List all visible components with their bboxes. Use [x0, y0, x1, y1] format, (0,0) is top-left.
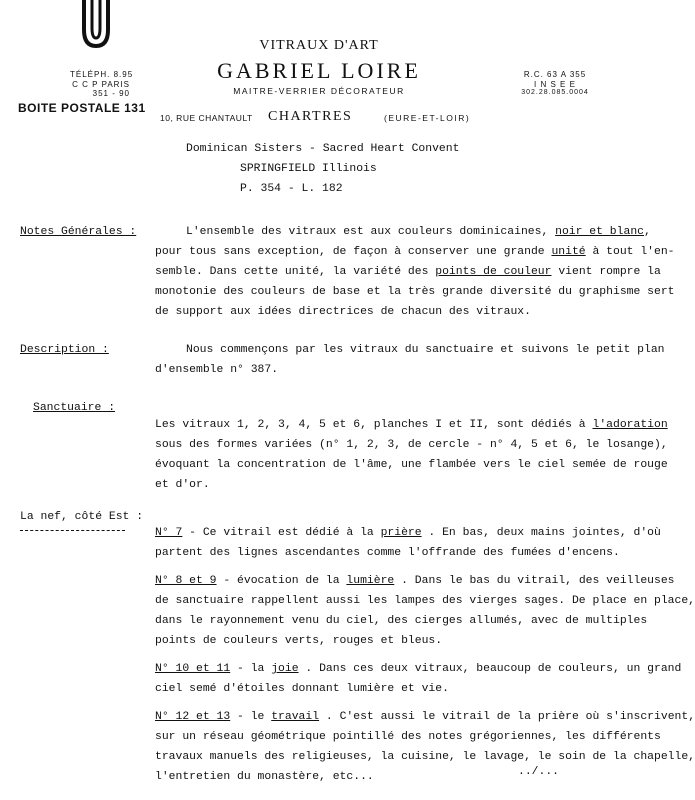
city: CHARTRES [268, 109, 353, 124]
phone: TÉLÉPH. 8.95 [70, 70, 134, 79]
text-segment: - évocation de la [216, 575, 347, 587]
text-segment: , [644, 226, 651, 238]
nef-label: La nef, côté Est : [20, 511, 144, 523]
insee-label: I N S E E [534, 80, 576, 89]
notes-label: Notes Générales : [20, 226, 137, 238]
continuation-mark: ../... [518, 766, 560, 778]
letterhead-line1: VITRAUX D'ART [259, 38, 379, 53]
notes-line [155, 286, 675, 298]
sanctuaire-line [155, 439, 668, 451]
notes-line [186, 226, 651, 238]
text-segment: pour tous sans exception, de façon à conserver une grande [155, 246, 552, 258]
letterhead-name: GABRIEL LOIRE [217, 58, 421, 83]
nef-line [155, 547, 620, 559]
nef-line [155, 731, 661, 743]
emphasis-text: lumière [346, 575, 395, 587]
text-segment: de support aux idées directrices de chacun des vitraux. [155, 306, 531, 318]
text-segment: . C'est aussi le vitrail de la prière où s'inscrivent, [319, 711, 695, 723]
emphasis-text: travail [271, 711, 320, 723]
text-segment: l'entretien du monastère, etc... [155, 771, 374, 783]
nef-line [155, 575, 675, 587]
nef-line [155, 683, 449, 695]
paragraph-number: N° 7 [155, 527, 183, 539]
text-segment: évoquant la concentration de l'âme, une flambée vers le ciel semée de rouge [155, 459, 668, 471]
text-segment: travaux manuels des religieuses, la cuisine, le lavage, le soin de la chapelle, [155, 751, 695, 763]
emphasis-text: l'adoration [592, 419, 668, 431]
text-segment: - la [230, 663, 272, 675]
ccp-number: 351 - 90 [92, 89, 130, 98]
nef-line [155, 771, 374, 783]
text-segment: - Ce vitrail est dédié à la [182, 527, 381, 539]
text-segment: ciel semé d'étoiles donnant lumière et vie. [155, 683, 449, 695]
emphasis-text: unité [551, 246, 586, 258]
notes-line [155, 306, 531, 318]
emphasis-text: points de couleur [435, 266, 552, 278]
text-segment: sous des formes variées (n° 1, 2, 3, de cercle - n° 4, 5 et 6, le losange), [155, 439, 668, 451]
text-segment: . Dans ces deux vitraux, beaucoup de couleurs, un grand [298, 663, 682, 675]
notes-line [155, 266, 661, 278]
text-segment: vient rompre la [551, 266, 661, 278]
text-segment: Les vitraux 1, 2, 3, 4, 5 et 6, planches I et II, sont dédiés à [155, 419, 593, 431]
nef-line [155, 527, 661, 539]
text-segment: partent des lignes ascendantes comme l'offrande des fumées d'encens. [155, 547, 620, 559]
ccp: C C P PARIS [72, 80, 130, 89]
sanctuaire-line [155, 419, 668, 431]
emphasis-text: joie [271, 663, 299, 675]
nef-line [155, 635, 442, 647]
text-segment: . Dans le bas du vitrail, des veilleuses [394, 575, 675, 587]
recipient-line3: P. 354 - L. 182 [240, 183, 343, 195]
street: 10, RUE CHANTAULT [160, 113, 253, 123]
department: (EURE-ET-LOIR) [384, 113, 471, 123]
sanctuaire-label: Sanctuaire : [33, 402, 116, 414]
emphasis-text: noir et blanc [555, 226, 644, 238]
nef-line [155, 711, 695, 723]
paragraph-number: N° 10 et 11 [155, 663, 231, 675]
sanctuaire-line [155, 479, 210, 491]
nef-label-rule [20, 530, 125, 531]
text-segment: points de couleurs verts, rouges et bleus. [155, 635, 443, 647]
rc-number: R.C. 63 A 355 [523, 70, 587, 79]
insee-number: 302.28.085.0004 [521, 89, 589, 96]
recipient-line1: Dominican Sisters - Sacred Heart Convent [186, 143, 460, 155]
text-segment: dans le rayonnement venu du ciel, des cierges allumés, avec de multiples [155, 615, 648, 627]
nef-line [155, 751, 695, 763]
text-segment: sur un réseau géométrique pointillé des notes grégoriennes, les différents [155, 731, 661, 743]
text-segment: - le [230, 711, 272, 723]
text-segment: . En bas, deux mains jointes, d'où [421, 527, 661, 539]
recipient-line2: SPRINGFIELD Illinois [240, 163, 377, 175]
text-segment: L'ensemble des vitraux est aux couleurs dominicaines, [186, 226, 556, 238]
description-line2: d'ensemble n° 387. [155, 364, 279, 376]
text-segment: et d'or. [155, 479, 210, 491]
text-segment: de sanctuaire rappellent aussi les lampes des vierges sages. De place en place, [155, 595, 695, 607]
text-segment: semble. Dans cette unité, la variété des [155, 266, 436, 278]
description-line1: Nous commençons par les vitraux du sanctuaire et suivons le petit plan [186, 344, 665, 356]
nef-line [155, 595, 695, 607]
text-segment: à tout l'en- [585, 246, 675, 258]
nef-line [155, 615, 647, 627]
po-box: BOITE POSTALE 131 [18, 101, 146, 115]
letterhead-trade: MAITRE-VERRIER DÉCORATEUR [233, 86, 405, 96]
paragraph-number: N° 12 et 13 [155, 711, 231, 723]
description-label: Description : [20, 344, 109, 356]
notes-line [155, 246, 675, 258]
paragraph-number: N° 8 et 9 [155, 575, 217, 587]
nef-line [155, 663, 681, 675]
emphasis-text: prière [380, 527, 422, 539]
text-segment: monotonie des couleurs de base et la très grande diversité du graphisme sert [155, 286, 675, 298]
sanctuaire-line [155, 459, 668, 471]
